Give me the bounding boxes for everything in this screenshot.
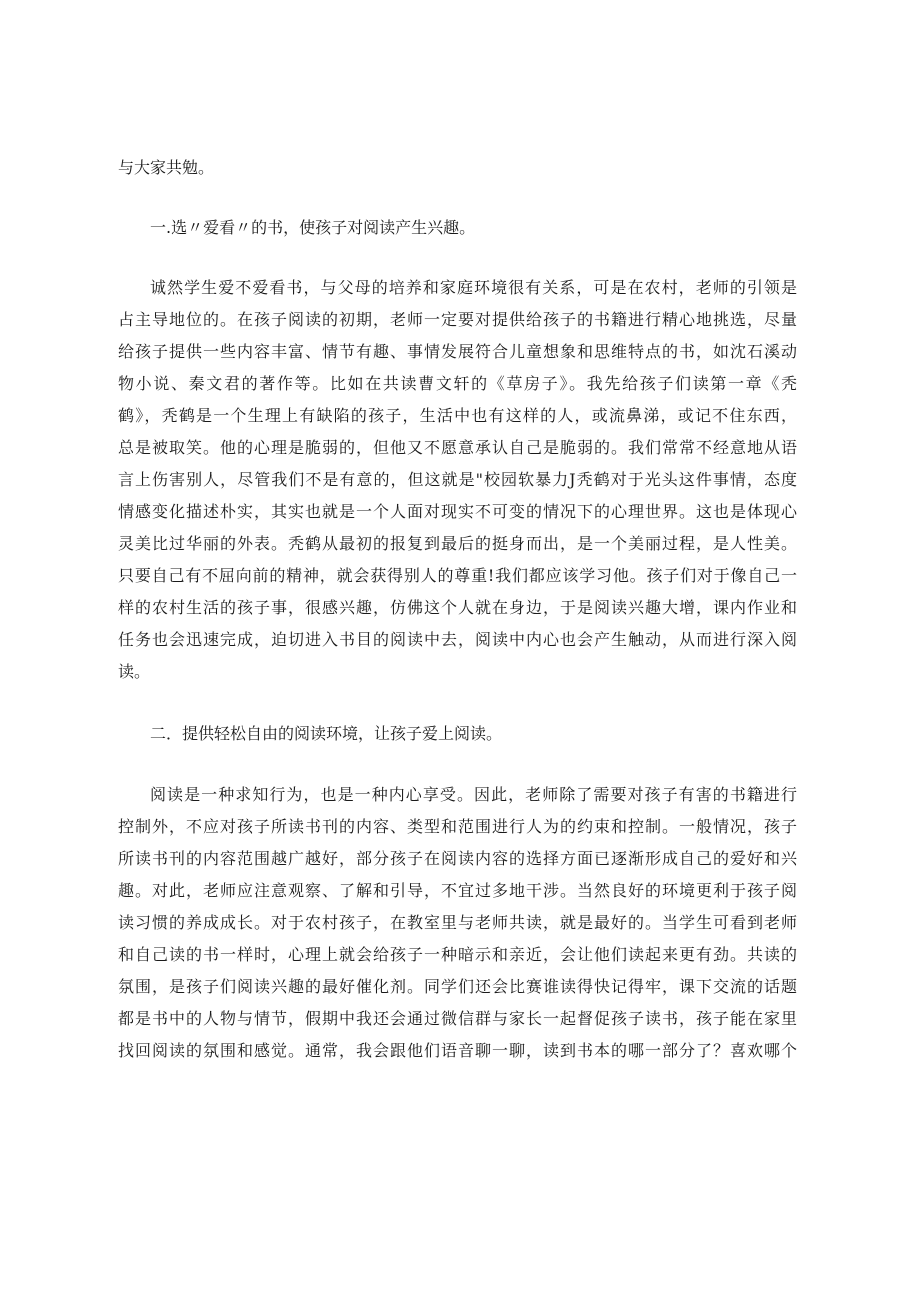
text-line: 诚然学生爱不爱看书，与父母的培养和家庭环境很有关系，可是在农村，老师的引领是: [150, 278, 797, 297]
text-line: 样的农村生活的孩子事，很感兴趣，仿佛这个人就在身边，于是阅读兴趣大增，课内作业和: [118, 598, 797, 617]
section-heading-2: 二．提供轻松自由的阅读环境，让孩子爱上阅读。: [150, 724, 503, 743]
text-line: 只要自己有不屈向前的精神，就会获得别人的尊重!我们都应该学习他。孩子们对于像自己一: [118, 566, 797, 585]
text-line: 和自己读的书一样时，心理上就会给孩子一种暗示和亲近，会让他们读起来更有劲。共读的: [118, 945, 797, 964]
text-line: 言上伤害别人，尽管我们不是有意的，但这就是"校园软暴力J秃鹤对于光头这件事情，态度: [118, 470, 797, 489]
text-line: 读习惯的养成成长。对于农村孩子，在教室里与老师共读，就是最好的。当学生可看到老师: [118, 913, 797, 932]
text-line: 鹤》，秃鹤是一个生理上有缺陷的孩子，生活中也有这样的人，或流鼻涕，或记不住东西，: [118, 406, 797, 425]
text-line: 读。: [118, 662, 151, 681]
text-line: 与大家共勉。: [118, 158, 215, 177]
section-heading-1: 一.选〃爱看〃的书，使孩子对阅读产生兴趣。: [150, 218, 476, 237]
text-line: 都是书中的人物与情节，假期中我还会通过微信群与家长一起督促孩子读书，孩子能在家里: [118, 1009, 797, 1028]
text-line: 阅读是一种求知行为，也是一种内心享受。因此，老师除了需要对孩子有害的书籍进行: [150, 785, 797, 804]
text-line: 所读书刊的内容范围越广越好，部分孩子在阅读内容的选择方面已逐渐形成自己的爱好和兴: [118, 849, 797, 868]
text-line: 总是被取笑。他的心理是脆弱的，但他又不愿意承认自己是脆弱的。我们常常不经意地从语: [118, 438, 797, 457]
text-line: 情感变化描述朴实，其实也就是一个人面对现实不可变的情况下的心理世界。这也是体现心: [118, 502, 797, 521]
text-line: 占主导地位的。在孩子阅读的初期，老师一定要对提供给孩子的书籍进行精心地挑选，尽量: [118, 310, 797, 329]
text-line: 氛围，是孩子们阅读兴趣的最好催化剂。同学们还会比赛谁读得快记得牢，课下交流的话题: [118, 977, 797, 996]
text-line: 任务也会迅速完成，迫切进入书目的阅读中去，阅读中内心也会产生触动，从而进行深入阅: [118, 630, 797, 649]
text-line: 灵美比过华丽的外表。秃鹤从最初的报复到最后的挺身而出，是一个美丽过程，是人性美。: [118, 534, 797, 553]
text-line: 趣。对此，老师应注意观察、了解和引导，不宜过多地干涉。当然良好的环境更利于孩子阅: [118, 881, 797, 900]
text-line: 控制外，不应对孩子所读书刊的内容、类型和范围进行人为的约束和控制。一般情况，孩子: [118, 817, 797, 836]
text-line: 物小说、秦文君的著作等。比如在共读曹文轩的《草房子》。我先给孩子们读第一章《秃: [118, 374, 797, 393]
text-line: 给孩子提供一些内容丰富、情节有趣、事情发展符合儿童想象和思维特点的书，如沈石溪动: [118, 342, 797, 361]
text-line: 找回阅读的氛围和感觉。通常，我会跟他们语音聊一聊，读到书本的哪一部分了？喜欢哪个: [118, 1041, 797, 1060]
